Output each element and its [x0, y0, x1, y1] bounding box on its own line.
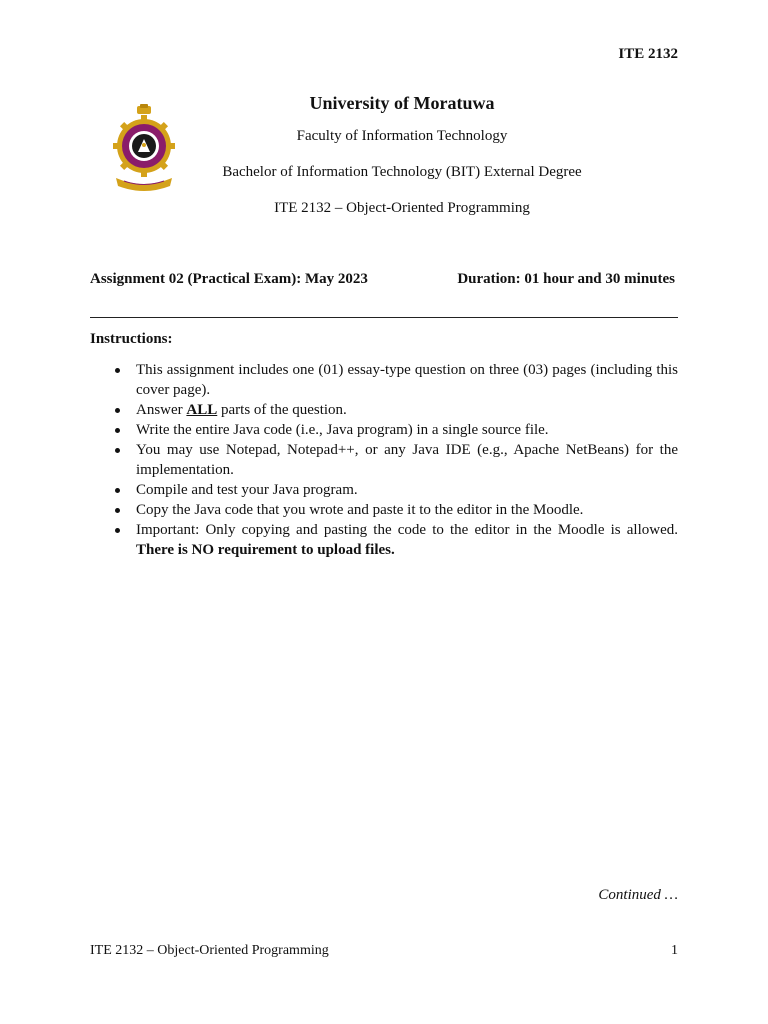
list-item: Important: Only copying and pasting the code to the editor in the Moodle is allowed. There is NO requirement to upload files.	[90, 520, 678, 560]
assignment-duration: Duration: 01 hour and 30 minutes	[457, 271, 675, 287]
assignment-title: Assignment 02 (Practical Exam): May 2023	[90, 271, 368, 287]
bullet-icon	[115, 488, 120, 493]
continued-note: Continued …	[598, 887, 678, 903]
list-item: Write the entire Java code (i.e., Java program) in a single source file.	[90, 420, 678, 440]
list-item: This assignment includes one (01) essay-type question on three (03) pages (including this cover page).	[90, 360, 678, 400]
footer-module: ITE 2132 – Object-Oriented Programming	[90, 943, 329, 958]
instructions-list	[90, 360, 678, 560]
horizontal-divider	[90, 317, 678, 318]
list-item: Copy the Java code that you wrote and paste it to the editor in the Moodle.	[90, 500, 678, 520]
emphasis-all: ALL	[186, 402, 218, 418]
instructions-heading: Instructions:	[90, 331, 173, 347]
module-name: ITE 2132 – Object-Oriented Programming	[274, 200, 530, 216]
degree-name: Bachelor of Information Technology (BIT) External Degree	[222, 164, 582, 180]
bullet-icon	[115, 408, 120, 413]
bullet-icon	[115, 508, 120, 513]
bullet-icon	[115, 528, 120, 533]
university-name: University of Moratuwa	[309, 93, 495, 113]
list-item: Compile and test your Java program.	[90, 480, 678, 500]
bullet-icon	[115, 368, 120, 373]
list-item: Answer ALL parts of the question.	[90, 400, 678, 420]
faculty-name: Faculty of Information Technology	[296, 128, 508, 144]
course-code: ITE 2132	[618, 46, 678, 62]
bullet-icon	[115, 428, 120, 433]
upload-note: There is NO requirement to upload files.	[136, 542, 395, 558]
bullet-icon	[115, 448, 120, 453]
page-number: 1	[671, 943, 678, 958]
list-item: You may use Notepad, Notepad++, or any Java IDE (e.g., Apache NetBeans) for the implementation.	[90, 440, 678, 480]
